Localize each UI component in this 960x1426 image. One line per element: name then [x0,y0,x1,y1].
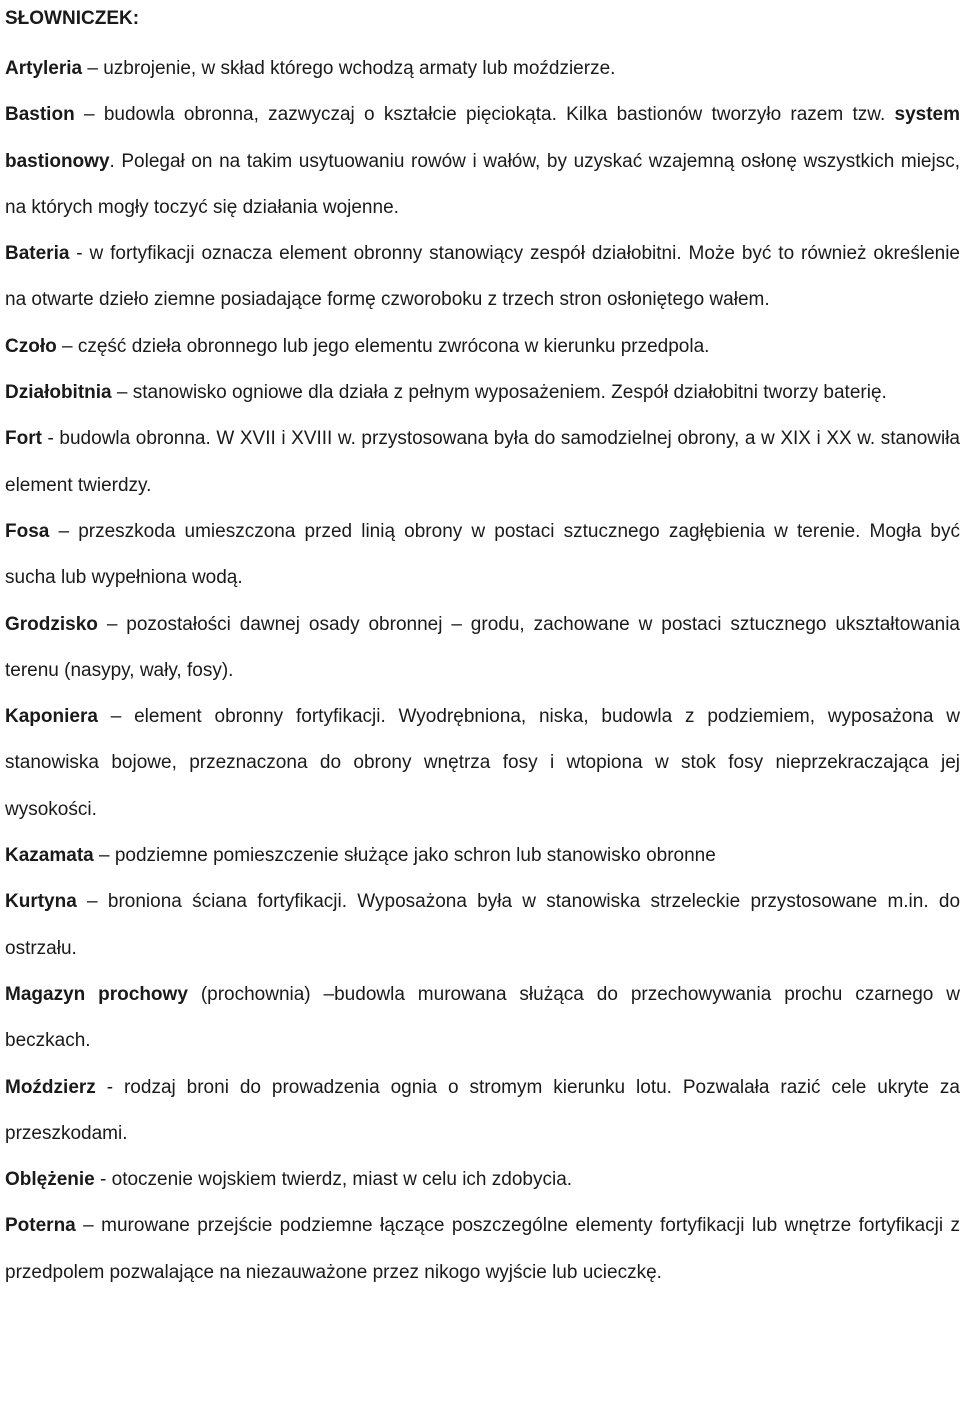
entry-term: Bateria [5,243,70,265]
glossary-entry-czolo [5,324,960,370]
entry-separator: – [97,613,127,635]
entry-term: Magazyn prochowy [5,983,188,1005]
entry-term: Moździerz [5,1076,96,1098]
glossary-entry-fort [5,416,960,509]
entry-term: Czoło [5,335,57,357]
entry-definition: broniona ściana fortyfikacji. Wyposażona była w stanowiska strzeleckie przystosowane m.in. do ostrzału. [5,891,960,959]
entry-separator: – [97,706,135,728]
page-title: SŁOWNICZEK: [5,8,140,29]
entry-separator: – [49,520,79,542]
entry-term: Działobitnia [5,382,112,404]
glossary-entry-kaponiera [5,694,960,833]
entry-separator: – [93,845,115,867]
entry-inline-term: system bastionowy [5,104,960,172]
glossary-entry-kazamata [5,833,960,879]
glossary-entry-dzialobitnia [5,370,960,416]
entry-definition: w fortyfikacji oznacza element obronny stanowiący zespół działobitni. Może być to również określenie na otwarte dzieło ziemne posiadające formę czworoboku z trzech stron osłoniętego wałem. [5,243,960,311]
entry-separator [188,984,201,1005]
glossary-entry-bateria [5,231,960,324]
entry-separator: - [69,243,90,265]
entry-term: Poterna [5,1215,76,1237]
glossary-entry-fosa [5,509,960,602]
entry-definition-continued: . Polegał on na takim usytuowaniu rowów i wałów, by uzyskać wzajemną osłonę wszystkich miejsc, na których mogły toczyć się działania wojenne. [5,150,960,218]
glossary-entry-artyleria [5,46,960,92]
entry-definition: stanowisko ogniowe dla działa z pełnym wyposażeniem. Zespół działobitni tworzy baterię. [132,382,887,404]
entry-definition: budowla obronna, zazwyczaj o kształcie pięciokąta. Kilka bastionów tworzyło razem tzw. [103,104,895,126]
glossary-entry-grodzisko [5,602,960,695]
entry-separator: – [75,1215,102,1237]
entry-term: Grodzisko [5,613,98,635]
entry-definition: (prochownia) –budowla murowana służąca do przechowywania prochu czarnego w beczkach. [5,983,960,1052]
entry-term: Kazamata [5,845,94,867]
entry-separator: - [94,1169,112,1191]
glossary-entry-kurtyna [5,879,960,972]
entry-term: Artyleria [5,58,83,79]
glossary-entry-mozdzierz [5,1065,960,1158]
entry-separator: - [41,428,60,450]
entry-separator: – [56,335,78,357]
entry-definition: budowla obronna. W XVII i XVIII w. przystosowana była do samodzielnej obrony, a w XIX i XX w. stanowiła element twierdzy. [5,428,960,496]
entry-term: Oblężenie [5,1169,95,1191]
entry-definition: pozostałości dawnej osady obronnej – grodu, zachowane w postaci sztucznego ukształtowania terenu (nasypy, wały, fosy). [5,613,960,681]
glossary-page [5,0,960,1296]
entry-definition: przeszkoda umieszczona przed linią obrony w postaci sztucznego zagłębienia w terenie. Mogła być sucha lub wypełniona wodą. [5,520,960,589]
glossary-entry-magazyn-prochowy [5,972,960,1065]
glossary-entry-poterna [5,1203,960,1296]
entry-term: Kurtyna [5,891,77,913]
entry-separator: – [76,891,108,913]
entry-definition: część dzieła obronnego lub jego elementu zwrócona w kierunku przedpola. [77,335,710,357]
entry-definition: podziemne pomieszczenie służące jako schron lub stanowisko obronne [114,845,716,867]
glossary-entry-oblezenie [5,1157,960,1203]
glossary-entry-bastion [5,92,960,231]
entry-term: Kaponiera [5,706,98,728]
entry-term: Fosa [5,520,50,542]
entry-definition: otoczenie wojskiem twierdz, miast w celu ich zdobycia. [111,1169,573,1191]
entry-definition: element obronny fortyfikacji. Wyodrębniona, niska, budowla z podziemiem, wyposażona w stanowiska bojowe, przeznaczona do obrony wnętrza fosy i wtopiona w stok fosy nieprzekraczająca jej wysokości. [5,706,960,820]
entry-separator: – [111,382,133,404]
entry-term: Fort [5,428,42,450]
entry-definition: rodzaj broni do prowadzenia ognia o stromym kierunku lotu. Pozwalała razić cele ukryte za przeszkodami. [5,1076,960,1144]
entry-separator: – [74,104,104,126]
entry-definition: uzbrojenie, w skład którego wchodzą armaty lub moździerze. [103,58,616,79]
entry-term: Bastion [5,104,75,126]
entry-definition: murowane przejście podziemne łączące poszczególne elementy fortyfikacji lub wnętrze fortyfikacji z przedpolem pozwalające na niezauważone przez nikogo wyjście lub ucieczkę. [5,1215,960,1283]
entry-separator: - [95,1076,124,1098]
entry-separator: – [82,58,104,79]
